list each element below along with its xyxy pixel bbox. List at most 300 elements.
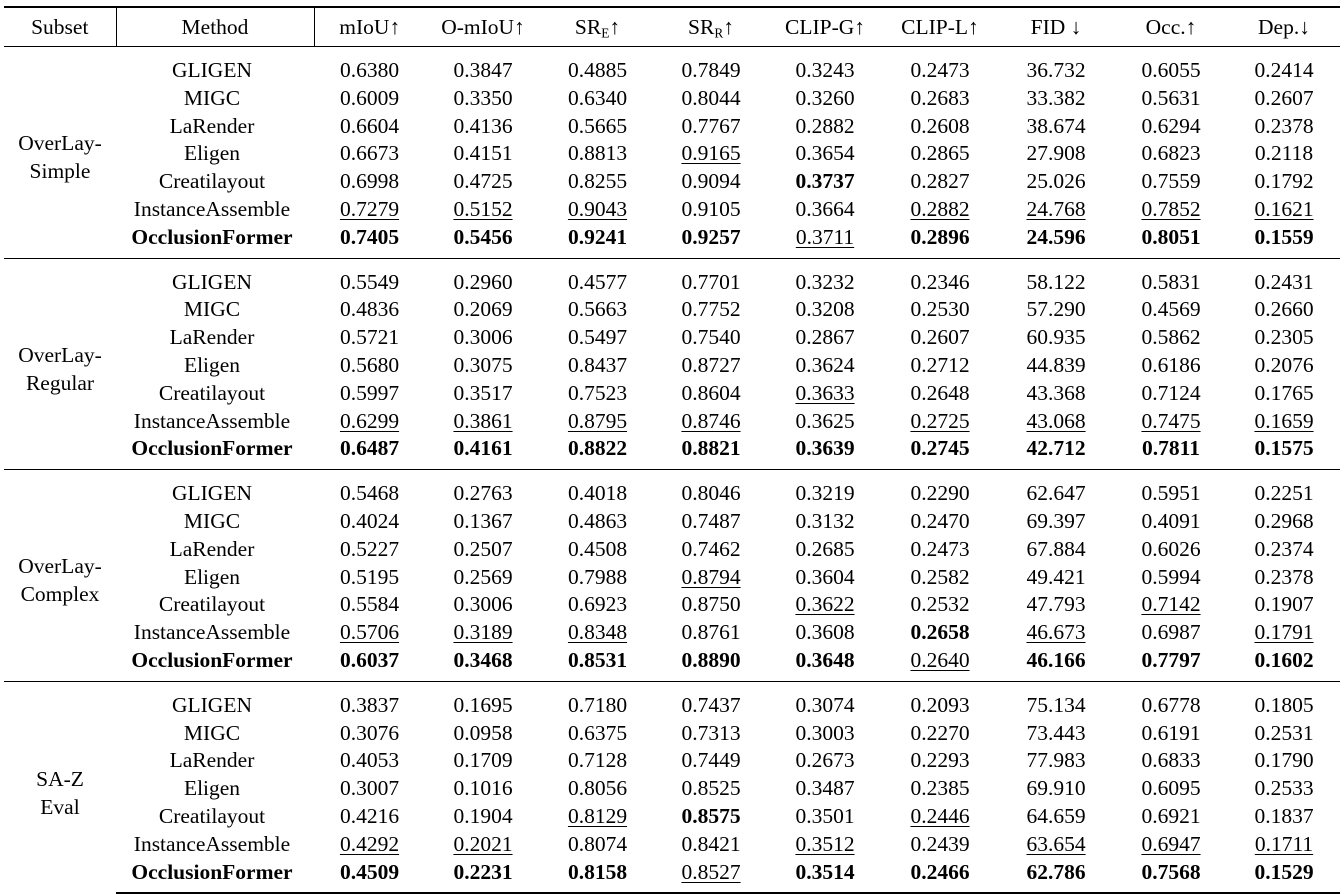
cell-value: 0.8437 [567,352,628,377]
cell-clipg [768,536,882,564]
cell-dep [1228,831,1340,859]
cell-value: 0.2446 [910,803,970,828]
cell-clipg [768,831,882,859]
group-3 [4,470,1340,682]
cell-srr [654,591,768,619]
cell-srr [654,536,768,564]
cell-occ [1114,803,1228,831]
cell-miou [314,140,425,168]
cell-sre [541,470,654,508]
cell-value: 0.2968 [1254,508,1314,533]
cell-srr [654,619,768,647]
cell-clipg [768,681,882,719]
cell-value: 0.3847 [453,58,513,82]
cell-value: 0.3501 [795,803,855,828]
cell-value: 0.6833 [1141,748,1201,773]
header-clipl: CLIP-L↑ [882,7,998,47]
table-row [4,408,1340,436]
cell-value: 0.6673 [339,141,400,166]
cell-miou [314,47,425,85]
cell-value: 0.3076 [339,720,400,745]
cell-sre [541,747,654,775]
cell-value: 0.3514 [795,859,855,884]
cell-srr [654,859,768,894]
cell-dep [1228,196,1340,224]
cell-dep [1228,647,1340,681]
cell-value: 0.3007 [339,776,400,801]
table-row [4,747,1340,775]
cell-value: 0.2865 [910,141,970,166]
cell-value: 0.1791 [1254,620,1314,645]
cell-value: 0.6186 [1141,352,1201,377]
cell-value: 0.7797 [1141,647,1201,672]
cell-value: 0.6055 [1141,58,1201,82]
cell-clipg [768,720,882,748]
cell-occ [1114,140,1228,168]
cell-value: 24.596 [1026,224,1086,249]
cell-value: 0.5665 [567,113,628,138]
cell-srr [654,113,768,141]
cell-omiou [425,747,541,775]
cell-miou [314,352,425,380]
cell-value: 0.2640 [910,647,970,672]
cell-clipg [768,591,882,619]
cell-value: 0.4161 [453,436,513,461]
cell-value: 0.7487 [681,508,741,533]
cell-value: 0.8531 [567,647,628,672]
table-row [4,803,1340,831]
cell-value: 0.3074 [795,692,855,717]
cell-clipg [768,47,882,85]
cell-value: 75.134 [1026,692,1086,717]
cell-omiou [425,803,541,831]
cell-sre [541,258,654,296]
cell-sre [541,803,654,831]
cell-fid [998,747,1114,775]
cell-occ [1114,85,1228,113]
cell-value: 0.3006 [453,592,513,617]
cell-value: 0.2896 [910,224,970,249]
cell-omiou [425,536,541,564]
cell-value: 0.9105 [681,196,741,221]
cell-value: 60.935 [1026,325,1086,350]
cell-value: 0.6009 [339,85,400,110]
cell-value: 0.2378 [1254,113,1314,138]
cell-clipl [882,681,998,719]
cell-value: 0.6294 [1141,113,1201,138]
cell-sre [541,591,654,619]
cell-value: 0.5663 [567,297,628,322]
cell-srr [654,324,768,352]
cell-fid [998,619,1114,647]
cell-value: 0.8575 [681,803,741,828]
cell-value: 0.8129 [567,803,628,828]
cell-value: 0.8158 [567,859,628,884]
cell-value: 0.1559 [1254,224,1314,249]
header-sre-sub: E [601,25,610,41]
cell-value: 62.786 [1026,859,1086,884]
cell-occ [1114,435,1228,469]
cell-sre [541,775,654,803]
cell-value: 0.9094 [681,169,741,194]
cell-occ [1114,859,1228,894]
cell-value: 0.1695 [453,692,513,717]
cell-value: 0.7849 [681,58,741,82]
cell-sre [541,140,654,168]
cell-value: 46.166 [1026,647,1086,672]
cell-value: 0.8044 [681,85,741,110]
cell-value: 0.4053 [339,748,400,773]
cell-omiou [425,258,541,296]
cell-occ [1114,324,1228,352]
cell-clipg [768,113,882,141]
cell-omiou [425,681,541,719]
method-name: InstanceAssemble [133,196,291,221]
table-row [4,536,1340,564]
table-row [4,775,1340,803]
cell-omiou [425,435,541,469]
cell-value: 64.659 [1026,803,1086,828]
cell-dep [1228,508,1340,536]
group-2 [4,258,1340,470]
cell-value: 43.368 [1026,380,1086,405]
cell-value: 44.839 [1026,352,1086,377]
cell-clipl [882,168,998,196]
cell-srr [654,470,768,508]
cell-value: 0.3350 [453,85,513,110]
cell-srr [654,296,768,324]
cell-sre [541,168,654,196]
cell-omiou [425,831,541,859]
cell-value: 0.1529 [1254,859,1314,884]
cell-value: 0.2658 [910,620,970,645]
cell-dep [1228,564,1340,592]
cell-clipg [768,619,882,647]
cell-clipl [882,296,998,324]
cell-value: 0.2867 [795,325,855,350]
cell-clipg [768,564,882,592]
table-row [4,324,1340,352]
table-row [4,591,1340,619]
cell-sre [541,536,654,564]
cell-sre [541,352,654,380]
table-row [4,224,1340,258]
cell-value: 0.4725 [453,169,513,194]
cell-fid [998,196,1114,224]
cell-fid [998,296,1114,324]
table-row [4,508,1340,536]
cell-value: 0.5549 [339,269,400,294]
cell-omiou [425,140,541,168]
results-table [4,6,1340,894]
cell-value: 0.3624 [795,352,855,377]
cell-clipl [882,140,998,168]
cell-clipl [882,196,998,224]
cell-fid [998,85,1114,113]
cell-srr [654,747,768,775]
cell-value: 0.7767 [681,113,741,138]
cell-value: 49.421 [1026,564,1086,589]
cell-value: 0.8761 [681,620,741,645]
cell-value: 0.2648 [910,380,970,405]
cell-srr [654,196,768,224]
cell-value: 0.0958 [453,720,513,745]
cell-clipl [882,85,998,113]
cell-miou [314,380,425,408]
cell-value: 0.3639 [795,436,855,461]
cell-value: 0.4863 [567,508,628,533]
cell-value: 0.8727 [681,352,741,377]
cell-value: 0.5497 [567,325,628,350]
method-name: GLIGEN [116,258,314,296]
cell-value: 0.3648 [795,647,855,672]
cell-value: 0.2608 [910,113,970,138]
cell-srr [654,380,768,408]
cell-srr [654,258,768,296]
cell-clipl [882,747,998,775]
cell-value: 0.2251 [1254,481,1314,506]
cell-value: 0.6380 [339,58,400,82]
cell-value: 47.793 [1026,592,1086,617]
cell-value: 0.8750 [681,592,741,617]
cell-miou [314,681,425,719]
header-sre-base: SR [574,15,602,39]
cell-value: 0.2673 [795,748,855,773]
cell-sre [541,508,654,536]
cell-value: 0.4024 [339,508,400,533]
cell-occ [1114,408,1228,436]
cell-value: 0.2531 [1254,720,1314,745]
cell-miou [314,536,425,564]
cell-value: 0.8890 [681,647,741,672]
cell-value: 0.8794 [681,564,741,589]
cell-value: 0.1367 [453,508,513,533]
cell-value: 67.884 [1026,536,1086,561]
cell-value: 0.9241 [567,224,628,249]
cell-omiou [425,775,541,803]
cell-value: 36.732 [1026,58,1086,82]
cell-value: 0.2231 [453,859,513,884]
cell-sre [541,196,654,224]
cell-value: 0.8255 [567,169,628,194]
cell-value: 0.4018 [567,481,628,506]
cell-clipg [768,324,882,352]
table-row [4,258,1340,296]
cell-value: 63.654 [1026,831,1086,856]
cell-value: 0.4151 [453,141,513,166]
cell-clipg [768,435,882,469]
cell-omiou [425,85,541,113]
cell-value: 0.2745 [910,436,970,461]
cell-fid [998,352,1114,380]
cell-srr [654,508,768,536]
cell-value: 0.6299 [339,408,400,433]
cell-value: 0.8813 [567,141,628,166]
cell-value: 0.4836 [339,297,400,322]
cell-value: 0.2685 [795,536,855,561]
cell-srr [654,647,768,681]
cell-value: 0.7142 [1141,592,1201,617]
header-method: Method [116,7,314,47]
cell-value: 0.1602 [1254,647,1314,672]
header-sre [541,7,654,47]
cell-value: 0.6921 [1141,803,1201,828]
cell-value: 0.2378 [1254,564,1314,589]
cell-value: 0.3006 [453,325,513,350]
cell-value: 0.2712 [910,352,970,377]
cell-value: 0.2470 [910,508,970,533]
cell-value: 0.2069 [453,297,513,322]
cell-occ [1114,619,1228,647]
cell-value: 0.2414 [1254,58,1314,82]
method-name: Creatilayout [158,803,266,828]
cell-clipl [882,619,998,647]
cell-value: 0.2725 [910,408,970,433]
cell-value: 0.2290 [910,481,970,506]
cell-occ [1114,564,1228,592]
cell-value: 0.3075 [453,352,513,377]
cell-fid [998,258,1114,296]
method-name: InstanceAssemble [133,408,291,433]
cell-miou [314,775,425,803]
cell-miou [314,720,425,748]
cell-value: 0.1709 [453,748,513,773]
cell-value: 0.3608 [795,620,855,645]
cell-clipg [768,168,882,196]
cell-dep [1228,258,1340,296]
method-name: Eligen [183,141,241,166]
cell-fid [998,168,1114,196]
cell-dep [1228,380,1340,408]
cell-miou [314,470,425,508]
cell-value: 0.3711 [795,224,855,249]
cell-sre [541,681,654,719]
cell-dep [1228,591,1340,619]
cell-value: 0.8056 [567,776,628,801]
header-row [4,7,1340,47]
method-name: LaRender [169,748,255,773]
cell-occ [1114,591,1228,619]
cell-clipg [768,470,882,508]
table-row [4,681,1340,719]
cell-srr [654,803,768,831]
cell-value: 0.2532 [910,592,970,617]
cell-omiou [425,352,541,380]
cell-dep [1228,435,1340,469]
cell-value: 0.3243 [795,58,855,82]
cell-omiou [425,591,541,619]
cell-miou [314,408,425,436]
group-4 [4,681,1340,893]
method-name: Eligen [183,352,241,377]
cell-occ [1114,168,1228,196]
cell-value: 0.3132 [795,508,855,533]
cell-value: 62.647 [1026,481,1086,506]
cell-sre [541,296,654,324]
cell-value: 0.6823 [1141,141,1201,166]
cell-value: 0.7752 [681,297,741,322]
cell-srr [654,408,768,436]
cell-omiou [425,168,541,196]
cell-occ [1114,775,1228,803]
method-name: Eligen [183,564,241,589]
cell-value: 0.2293 [910,748,970,773]
cell-clipl [882,435,998,469]
cell-miou [314,435,425,469]
cell-clipg [768,224,882,258]
subset-label [4,470,116,682]
cell-value: 27.908 [1026,141,1086,166]
cell-value: 0.6487 [339,436,400,461]
cell-omiou [425,470,541,508]
method-name: OcclusionFormer [116,859,314,894]
cell-dep [1228,47,1340,85]
header-omiou: O-mIoU↑ [425,7,541,47]
cell-dep [1228,536,1340,564]
cell-value: 0.3512 [795,831,855,856]
cell-value: 33.382 [1026,85,1086,110]
cell-occ [1114,296,1228,324]
subset-label-line1: OverLay- [18,554,102,579]
cell-value: 0.2827 [910,169,970,194]
cell-fid [998,803,1114,831]
cell-omiou [425,408,541,436]
cell-value: 0.5951 [1141,481,1201,506]
cell-value: 0.4509 [339,859,400,884]
cell-fid [998,435,1114,469]
method-name: Creatilayout [158,169,266,194]
cell-sre [541,619,654,647]
cell-value: 0.2374 [1254,536,1314,561]
cell-srr [654,720,768,748]
cell-value: 0.3664 [795,196,855,221]
cell-value: 0.1805 [1254,692,1314,717]
cell-occ [1114,647,1228,681]
cell-value: 0.9257 [681,224,741,249]
cell-value: 0.1904 [453,803,513,828]
cell-miou [314,196,425,224]
cell-value: 0.4885 [567,58,628,82]
cell-value: 0.6095 [1141,776,1201,801]
cell-srr [654,831,768,859]
cell-occ [1114,196,1228,224]
cell-value: 0.2076 [1254,352,1314,377]
cell-value: 0.2439 [910,831,970,856]
cell-value: 0.4091 [1141,508,1201,533]
cell-clipl [882,859,998,894]
header-dep: Dep.↓ [1228,7,1340,47]
cell-value: 0.6037 [339,647,400,672]
cell-value: 0.1659 [1254,408,1314,433]
table-row [4,564,1340,592]
header-occ: Occ.↑ [1114,7,1228,47]
cell-srr [654,564,768,592]
cell-miou [314,859,425,894]
cell-srr [654,168,768,196]
cell-value: 0.2882 [910,196,970,221]
cell-value: 0.4292 [339,831,400,856]
cell-srr [654,85,768,113]
cell-value: 0.5706 [339,620,400,645]
cell-srr [654,775,768,803]
cell-srr [654,224,768,258]
cell-miou [314,85,425,113]
cell-value: 0.7475 [1141,408,1201,433]
cell-miou [314,113,425,141]
cell-dep [1228,803,1340,831]
method-name: GLIGEN [116,470,314,508]
cell-value: 0.2582 [910,564,970,589]
